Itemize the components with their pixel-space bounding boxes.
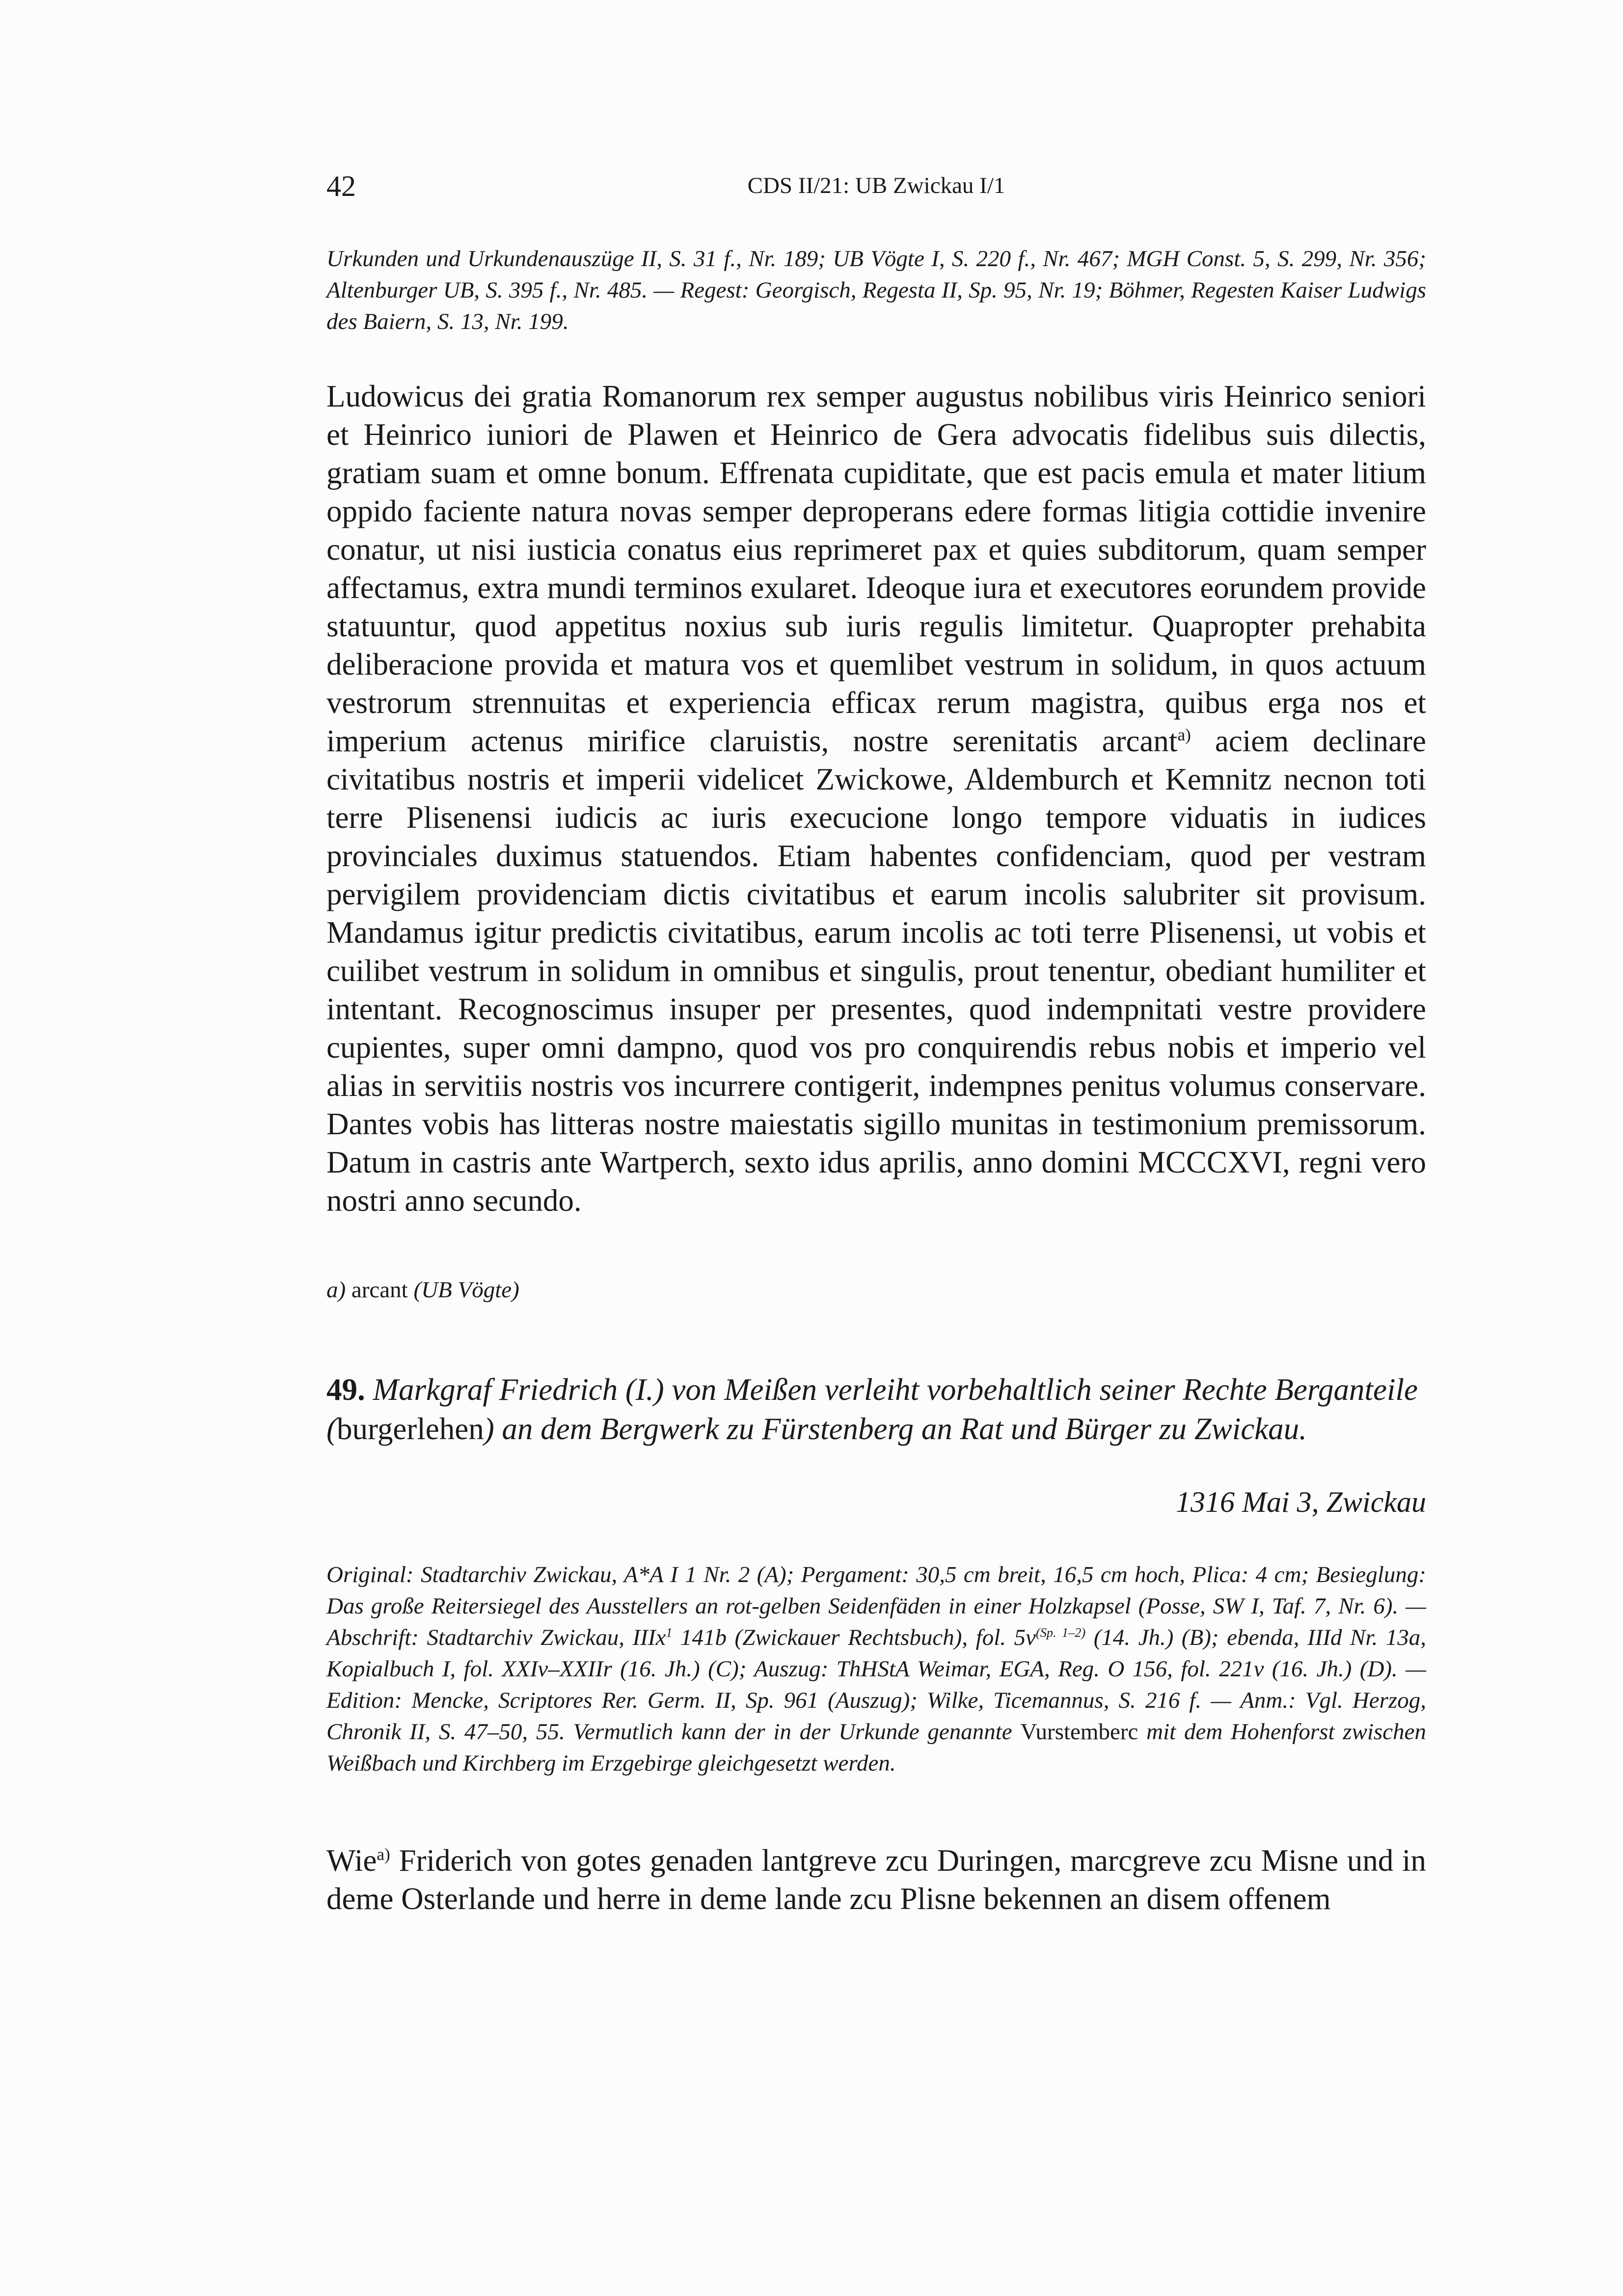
- charter-48-text-part2: aciem declinare civitatibus nostris et imperii videlicet Zwickowe, Aldemburch et Kemnitz necnon toti terre Plisenensi iudicis ac iuris execucione longo tempore viduatis in iudices provinciales duximus statuendos. Etiam habentes confidenciam, quod per vestram pervigilem providenciam dictis civitatibus et earum incolis salubriter sit provisum. Mandamus igitur predictis civitatibus, earum incolis ac toti terre Plisenensi, ut vobis et cuilibet vestrum in solidum in omnibus et singulis, prout tenentur, obediant humiliter et intentant. Recognoscimus insuper per presentes, quod indempnitati vestre providere cupientes, super omni dampno, quod vos pro conquirendis rebus nobis et imperio vel alias in servitiis nostris vos incurrere contigerit, indempnes penitus volumus conservare. Dantes vobis has litteras nostre maiestatis sigillo munitas in testimonium premissorum. Datum in castris ante Wartperch, sexto idus aprilis, anno domini MCCCXVI, regni vero nostri anno secundo.: [326, 724, 1426, 1218]
- sources-part-b: 141b (Zwickauer Rechtsbuch), fol. 5v: [672, 1625, 1036, 1650]
- sources-term: Vurstemberc: [1020, 1719, 1138, 1745]
- page-number: 42: [326, 170, 356, 202]
- footnote-marker-49: a): [377, 1845, 390, 1864]
- charter-48-text-part1: Ludowicus dei gratia Romanorum rex semper augustus nobilibus viris Heinrico seniori et Heinrico iuniori de Plawen et Heinrico de Gera advocatis fidelibus suis dilectis, gratiam suam et omne bonum. Effrenata cupiditate, que est pacis emula et mater litium oppido faciente natura novas semper deproperans edere formas litigia cottidie invenire conatur, ut nisi iusticia conatus eius reprimeret pax et quies subditorum, quam semper affectamus, extra mundi terminos exularet. Ideoque iura et executores eorundem provide statuuntur, quod appetitus noxius sub iuris regulis limitetur. Quapropter prehabita deliberacione provida et matura vos et quemlibet vestrum in solidum, in quos actuum vestrorum strennuitas et experiencia efficax rerum magistra, quibus erga nos et imperium actenus mirifice claruistis, nostre serenitatis arcant: [326, 379, 1426, 758]
- date-place: 1316 Mai 3, Zwickau: [1176, 1486, 1426, 1518]
- title-part-b: ) an dem Bergwerk zu Fürstenberg an Rat und Bürger zu Zwickau.: [484, 1412, 1307, 1446]
- running-header: [326, 169, 1426, 204]
- document-49-heading: [326, 1370, 1426, 1449]
- title-term: burgerlehen: [336, 1412, 484, 1446]
- charter-48-text: [326, 377, 1426, 1220]
- sources-superscript-1: 1: [666, 1625, 673, 1640]
- source-notes-previous: Urkunden und Urkundenauszüge II, S. 31 f., Nr. 189; UB Vögte I, S. 220 f., Nr. 467; MGH Const. 5, S. 299, Nr. 356; Altenburger UB, S. 395 f., Nr. 485. — Regest: Georgisch, Regesta II, Sp. 95, Nr. 19; Böhmer, Regesten Kaiser Ludwigs des Baiern, S. 13, Nr. 199.: [326, 246, 1426, 334]
- footnote-word: arcant: [351, 1277, 408, 1303]
- footnote-marker-label: a): [326, 1277, 346, 1303]
- footnote-48: [326, 1274, 1426, 1306]
- footnote-source: (UB Vögte): [413, 1277, 519, 1303]
- sources-superscript-2: (Sp. 1–2): [1035, 1625, 1086, 1640]
- sources-part-a: Original: Stadtarchiv Zwickau, A*A I 1 Nr. 2 (A); Pergament: 30,5 cm breit, 16,5 cm hoch, Plica: 4 cm; Besieglung: Das große Reitersiegel des Ausstellers an rot-gelben Seidenfäden in einer Holzkapsel (Posse, SW I, Taf. 7, Nr. 6). — Abschrift: Stadtarchiv Zwickau, IIIx: [326, 1562, 1426, 1650]
- sources-part-d: mit dem Hohenforst zwischen Weißbach und Kirchberg im Erzgebirge gleichgesetzt werden.: [326, 1719, 1427, 1776]
- title-part-a: Markgraf Friedrich (I.) von Meißen verleiht vorbehaltlich seiner Rechte Berganteile (: [326, 1372, 1418, 1446]
- charter-49-text-rest: Friderich von gotes genaden lantgreve zcu Duringen, marcgreve zcu Misne und in deme Osterlande und herre in deme lande zcu Plisne bekennen an disem offenem: [326, 1843, 1426, 1916]
- running-title: CDS II/21: UB Zwickau I/1: [747, 173, 1005, 198]
- sources-part-c: (14. Jh.) (B); ebenda, IIId Nr. 13a, Kopialbuch I, fol. XXIv–XXIIr (16. Jh.) (C); Auszug: ThHStA Weimar, EGA, Reg. O 156, fol. 221v (16. Jh.) (D). — Edition: Mencke, Scriptores Rer. Germ. II, Sp. 961 (Auszug); Wilke, Ticemannus, S. 216 f. — Anm.: Vgl. Herzog, Chronik II, S. 47–50, 55. Vermutlich kann der in der Urkunde genannte: [326, 1625, 1426, 1745]
- document-number: 49.: [326, 1372, 365, 1407]
- source-notes-49: [326, 1559, 1426, 1779]
- charter-49-first-word: Wie: [326, 1843, 377, 1878]
- charter-49-text: [326, 1841, 1426, 1918]
- footnote-marker: a): [1177, 725, 1191, 744]
